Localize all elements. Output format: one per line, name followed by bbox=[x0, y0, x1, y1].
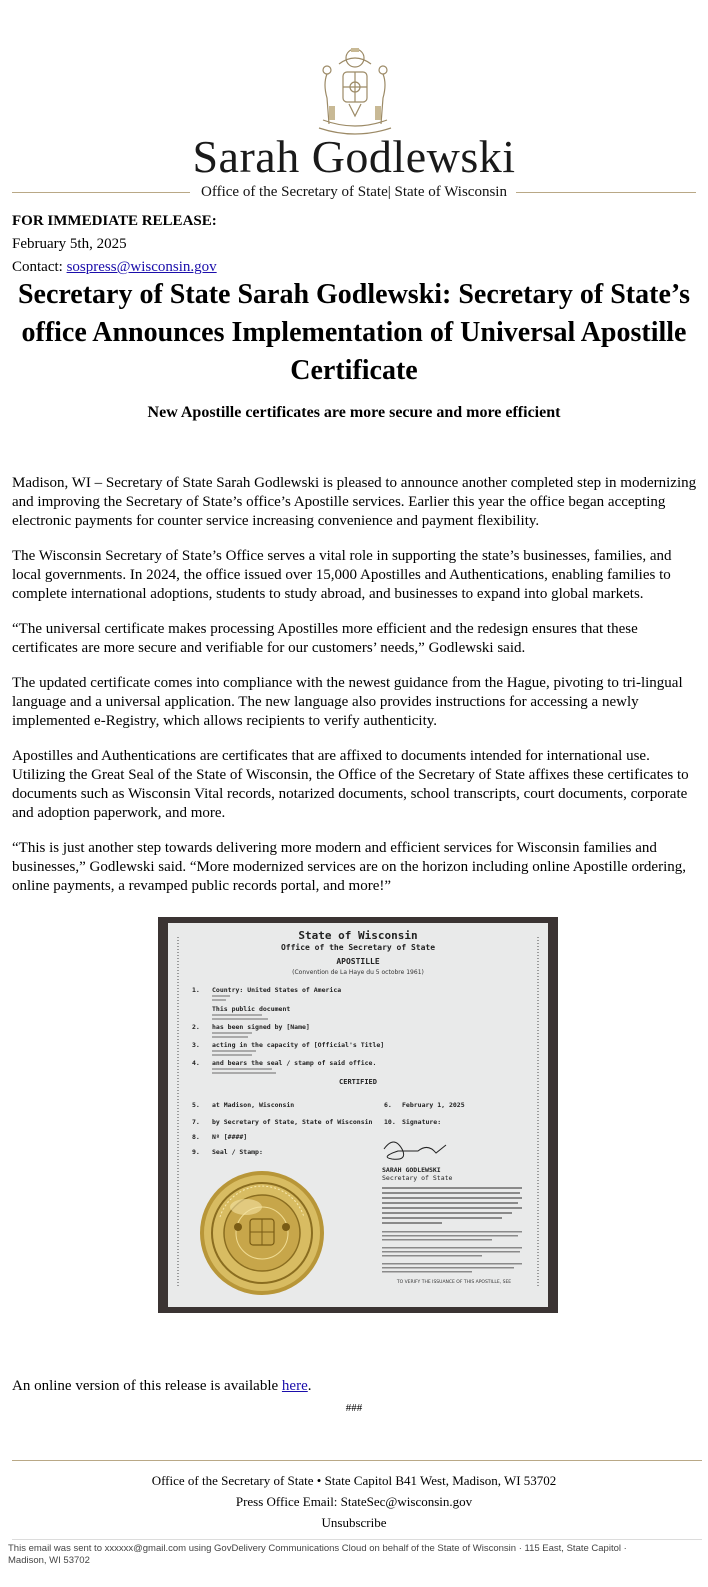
cert-certified: CERTIFIED bbox=[339, 1078, 377, 1086]
cert-item-num: 1. bbox=[192, 986, 200, 994]
wisconsin-seal-logo bbox=[309, 44, 401, 142]
online-version-text: An online version of this release is available bbox=[12, 1378, 282, 1394]
footer bbox=[0, 1470, 708, 1533]
cert-heading-1: State of Wisconsin bbox=[298, 929, 418, 942]
cert-left-num: 5. bbox=[192, 1101, 200, 1109]
cert-right-text: February 1, 2025 bbox=[402, 1101, 465, 1109]
body-paragraph: “This is just another step towards delivering more modern and efficient services for Wisconsin families and businesses,” Godlewski said. “More modernized services are on the horizon including online Apostille ordering, online payments, a revamped public records portal, and more!” bbox=[12, 840, 687, 894]
cert-item-text: acting in the capacity of [Official's Title] bbox=[212, 1041, 385, 1049]
press-release-subtitle: New Apostille certificates are more secure and more efficient bbox=[147, 404, 561, 421]
cert-heading-2: Office of the Secretary of State bbox=[280, 943, 436, 952]
body-paragraph: Madison, WI – Secretary of State Sarah Godlewski is pleased to announce another completed step in modernizing and improving the Secretary of State’s office’s Apostille services. Earlier this year the office began accepting electronic payments for counter service increasing convenience and payment flexibility. bbox=[12, 475, 697, 529]
body-paragraph: The Wisconsin Secretary of State’s Office serves a vital role in supporting the state’s businesses, families, and local governments. In 2024, the office issued over 15,000 Apostilles and Authentications, enabling families to complete international adoptions, students to study abroad, and businesses to expand into global markets. bbox=[12, 548, 672, 602]
letterhead-office-line: Office of the Secretary of State| State of Wisconsin bbox=[201, 184, 507, 200]
cert-left-text: Nº [####] bbox=[212, 1133, 248, 1141]
cert-signer-name: SARAH GODLEWSKI bbox=[382, 1166, 441, 1174]
apostille-certificate-photo bbox=[158, 917, 558, 1313]
cert-item-num: 2. bbox=[192, 1023, 200, 1031]
cert-left-text: by Secretary of State, State of Wisconsin bbox=[212, 1118, 373, 1126]
cert-right-num: 10. bbox=[384, 1118, 396, 1126]
gold-foil-seal-icon bbox=[200, 1171, 324, 1295]
press-release-title: Secretary of State Sarah Godlewski: Secretary of State’s office Announces Implementation of Universal Apostille Certificate bbox=[17, 279, 691, 386]
release-date: February 5th, 2025 bbox=[12, 236, 127, 252]
cert-left-num: 8. bbox=[192, 1133, 200, 1141]
letterhead bbox=[0, 0, 708, 205]
cert-item-text: Country: United States of America bbox=[212, 986, 342, 994]
cert-item-text: and bears the seal / stamp of said office. bbox=[212, 1059, 377, 1067]
cert-item-text: This public document bbox=[212, 1005, 291, 1013]
cert-registry-note: TO VERIFY THE ISSUANCE OF THIS APOSTILLE, SEE bbox=[396, 1280, 512, 1285]
body-paragraph: The updated certificate comes into compliance with the newest guidance from the Hague, pivoting to tri-lingual language and a universal application. The new language also provides instructions for accessing a newly implemented e-Registry, which allows recipients to verify authenticity. bbox=[12, 675, 683, 729]
disclaimer-divider bbox=[12, 1539, 702, 1540]
cert-left-text: Seal / Stamp: bbox=[212, 1148, 263, 1156]
cert-signer-title: Secretary of State bbox=[382, 1174, 453, 1182]
footer-divider bbox=[12, 1460, 702, 1461]
cert-item-text: has been signed by [Name] bbox=[212, 1023, 310, 1031]
footer-address: Office of the Secretary of State • State Capitol B41 West, Madison, WI 53702 bbox=[151, 1473, 557, 1488]
cert-right-num: 6. bbox=[384, 1101, 392, 1109]
contact-label: Contact: bbox=[12, 259, 67, 275]
cert-heading-3: APOSTILLE bbox=[336, 957, 380, 966]
online-version-line bbox=[12, 1378, 311, 1395]
online-version-suffix: . bbox=[307, 1378, 312, 1394]
body-paragraph: “The universal certificate makes processing Apostilles more efficient and the redesign ensures that these certificates are more secure and verifiable for our customers’ needs,” Godlewski said. bbox=[12, 621, 638, 656]
cert-left-num: 9. bbox=[192, 1148, 200, 1156]
unsubscribe-link[interactable]: Unsubscribe bbox=[321, 1515, 387, 1530]
release-info bbox=[12, 210, 217, 279]
cert-left-text: at Madison, Wisconsin bbox=[212, 1101, 295, 1109]
cert-item-num: 4. bbox=[192, 1059, 200, 1067]
online-version-link[interactable]: here bbox=[281, 1378, 308, 1394]
footer-press-email: Press Office Email: StateSec@wisconsin.gov bbox=[235, 1494, 473, 1509]
body-paragraph: Apostilles and Authentications are certificates that are affixed to documents intended for international use. Utilizing the Great Seal of the State of Wisconsin, the Office of the Secretary of State affixes these certificates to documents such as Wisconsin Vital records, notarized documents, school transcripts, court documents, corporate and adoption paperwork, and more. bbox=[12, 748, 689, 821]
press-release-body bbox=[12, 474, 702, 912]
email-disclaimer: This email was sent to xxxxxx@gmail.com using GovDelivery Communications Cloud on behalf of the State of Wisconsin · 115 East, State Capitol · Madison, WI 53702 bbox=[8, 1543, 627, 1566]
cert-right-text: Signature: bbox=[402, 1118, 442, 1126]
contact-email-link[interactable]: sospress@wisconsin.gov bbox=[66, 259, 217, 275]
letterhead-name: Sarah Godlewski bbox=[192, 131, 516, 182]
end-marker: ### bbox=[345, 1402, 363, 1414]
cert-left-num: 7. bbox=[192, 1118, 200, 1126]
signature-scribble bbox=[384, 1142, 446, 1159]
release-label: FOR IMMEDIATE RELEASE: bbox=[12, 213, 217, 229]
cert-item-num: 3. bbox=[192, 1041, 200, 1049]
cert-convention: (Convention de La Haye du 5 octobre 1961) bbox=[292, 969, 424, 976]
certificate-drawing bbox=[158, 917, 558, 1313]
